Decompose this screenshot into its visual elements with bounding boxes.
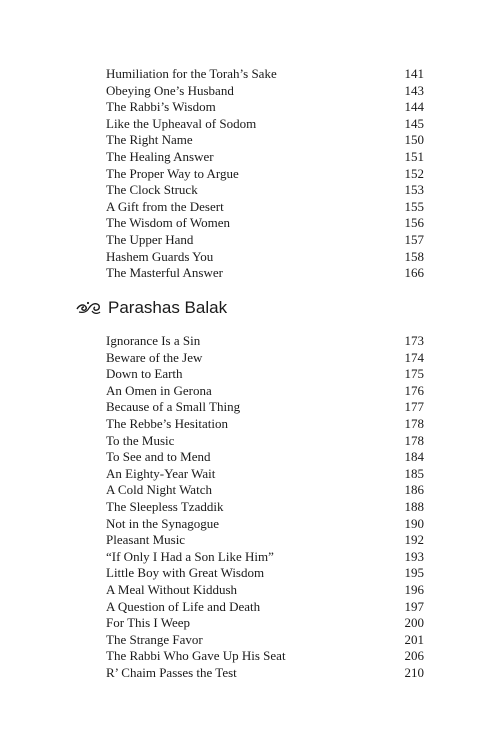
toc-entry-title: Beware of the Jew (106, 349, 203, 365)
toc-entry-page: 195 (404, 565, 424, 581)
toc-entry-page: 158 (404, 248, 424, 264)
toc-entry-title: Down to Earth (106, 366, 183, 382)
toc-entry (106, 333, 424, 350)
toc-entry-page: 197 (404, 598, 424, 614)
toc-entry-page: 178 (404, 415, 424, 431)
toc-entry (106, 433, 424, 450)
toc-entry-title: Pleasant Music (106, 532, 186, 548)
toc-entry (106, 132, 424, 149)
toc-entry-title: “If Only I Had a Son Like Him” (106, 548, 274, 564)
toc-entry-title: To See and to Mend (106, 449, 211, 465)
toc-entry-page: 184 (404, 449, 424, 465)
toc-entry-title: Humiliation for the Torah’s Sake (106, 66, 277, 81)
toc-entry-page: 173 (404, 333, 424, 348)
toc-entry-title: A Cold Night Watch (106, 482, 212, 498)
toc-entry-title: The Wisdom of Women (106, 215, 230, 231)
toc-entry-page: 177 (404, 399, 424, 415)
toc-entry-page: 186 (404, 482, 424, 498)
toc-entry-page: 141 (404, 66, 424, 81)
toc-section-continued (106, 66, 424, 282)
toc-entry-page: 151 (404, 148, 424, 164)
toc-entry-page: 200 (404, 615, 424, 631)
toc-entry-page: 193 (404, 548, 424, 564)
toc-entry-title: The Rabbi’s Wisdom (106, 99, 216, 115)
toc-entry-page: 143 (404, 82, 424, 98)
toc-entry-title: Hashem Guards You (106, 248, 214, 264)
toc-entry-page: 156 (404, 215, 424, 231)
toc-entry (106, 549, 424, 566)
toc-entry-page: 188 (404, 498, 424, 514)
toc-entry (106, 482, 424, 499)
toc-entry (106, 383, 424, 400)
toc-entry (106, 565, 424, 582)
toc-entry-title: An Eighty-Year Wait (106, 465, 216, 481)
toc-entry-page: 206 (404, 648, 424, 664)
toc-entry-page: 178 (404, 432, 424, 448)
toc-entry-page: 155 (404, 198, 424, 214)
toc-entry (106, 516, 424, 533)
toc-entry-title: The Rebbe’s Hesitation (106, 415, 229, 431)
toc-entry (106, 182, 424, 199)
toc-entry (106, 648, 424, 665)
toc-entry-page: 192 (404, 532, 424, 548)
toc-entry-page: 150 (404, 132, 424, 148)
toc-entry-title: Not in the Synagogue (106, 515, 220, 531)
toc-entry-title: Because of a Small Thing (106, 399, 241, 415)
toc-entry-title: The Rabbi Who Gave Up His Seat (106, 648, 286, 664)
toc-entry (106, 149, 424, 166)
toc-entry (106, 582, 424, 599)
toc-entry (106, 399, 424, 416)
toc-entry-page: 201 (404, 631, 424, 647)
section-heading (76, 296, 227, 320)
toc-entry (106, 116, 424, 133)
toc-entry-page: 153 (404, 182, 424, 198)
toc-entry (106, 199, 424, 216)
toc-entry-title: A Meal Without Kiddush (106, 581, 238, 597)
toc-entry (106, 599, 424, 616)
toc-entry (106, 466, 424, 483)
toc-entry-title: Like the Upheaval of Sodom (106, 115, 257, 131)
toc-entry-title: The Sleepless Tzaddik (106, 498, 224, 514)
toc-entry-page: 145 (404, 115, 424, 131)
toc-entry-page: 152 (404, 165, 424, 181)
toc-entry-page: 176 (404, 382, 424, 398)
toc-entry-page: 175 (404, 366, 424, 382)
toc-entry (106, 632, 424, 649)
toc-entry-title: A Gift from the Desert (106, 198, 224, 214)
toc-entry (106, 615, 424, 632)
toc-section-parashas-balak (106, 333, 424, 681)
toc-entry-page: 196 (404, 581, 424, 597)
toc-entry (106, 366, 424, 383)
toc-entry (106, 532, 424, 549)
toc-entry-title: The Right Name (106, 132, 193, 148)
toc-entry (106, 232, 424, 249)
toc-entry (106, 66, 424, 83)
toc-entry (106, 350, 424, 367)
toc-entry-title: The Upper Hand (106, 231, 194, 247)
toc-entry-title: The Healing Answer (106, 148, 214, 164)
toc-entry (106, 83, 424, 100)
toc-entry (106, 449, 424, 466)
toc-entry-title: The Strange Favor (106, 631, 203, 647)
toc-entry (106, 416, 424, 433)
toc-entry-page: 144 (404, 99, 424, 115)
section-heading-text: Parashas Balak (108, 298, 228, 317)
toc-entry (106, 166, 424, 183)
toc-entry-page: 174 (404, 349, 424, 365)
toc-entry-title: Little Boy with Great Wisdom (106, 565, 265, 581)
toc-entry-page: 210 (404, 664, 424, 680)
toc-entry (106, 249, 424, 266)
toc-entry-title: R’ Chaim Passes the Test (106, 664, 237, 680)
toc-entry-title: An Omen in Gerona (106, 382, 212, 398)
toc-entry-title: The Clock Struck (106, 182, 198, 198)
toc-entry (106, 99, 424, 116)
toc-entry (106, 215, 424, 232)
toc-entry-title: Obeying One’s Husband (106, 82, 234, 98)
toc-entry (106, 265, 424, 282)
toc-entry-title: The Proper Way to Argue (106, 165, 239, 181)
toc-entry (106, 499, 424, 516)
fleuron-ornament-icon (76, 300, 102, 316)
toc-entry-title: The Masterful Answer (106, 265, 223, 281)
toc-entry-title: A Question of Life and Death (106, 598, 261, 614)
toc-entry-page: 166 (404, 265, 424, 281)
toc-entry-page: 185 (404, 465, 424, 481)
toc-entry (106, 665, 424, 682)
toc-entry-title: To the Music (106, 432, 175, 448)
toc-entry-title: For This I Weep (106, 615, 191, 631)
toc-entry-title: Ignorance Is a Sin (106, 333, 201, 348)
toc-entry-page: 190 (404, 515, 424, 531)
toc-entry-page: 157 (404, 231, 424, 247)
